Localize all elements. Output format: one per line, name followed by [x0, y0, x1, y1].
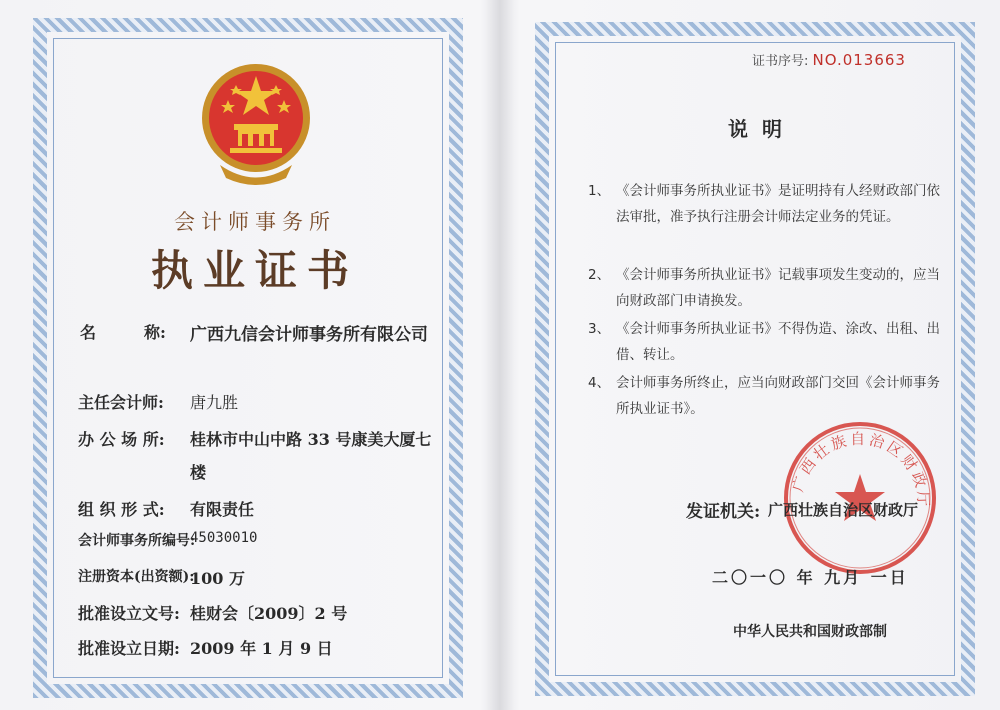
issuer-value: 广西壮族自治区财政厅	[768, 501, 919, 519]
serial-number	[752, 50, 906, 69]
approval-date-value: 2009 年 1 月 9 日	[190, 639, 333, 658]
registered-capital-value: 100 万	[190, 569, 245, 588]
note-number: 3、	[588, 321, 611, 337]
chief-accountant-value: 唐九胜	[190, 393, 239, 412]
firm-number-label: 会计师事务所编号:	[78, 533, 196, 549]
note-number: 1、	[588, 183, 611, 199]
note-item	[588, 178, 958, 230]
certificate-subtitle: 会计师事务所	[174, 210, 336, 234]
issuer-label: 发证机关:	[686, 502, 761, 522]
firm-number-value: 45030010	[190, 530, 258, 546]
organization-form-label: 组 织 形 式:	[78, 500, 165, 519]
name-value: 广西九信会计师事务所有限公司	[190, 325, 428, 345]
certificate-title: 执业证书	[150, 246, 359, 295]
note-number: 2、	[588, 267, 611, 283]
national-emblem	[200, 60, 312, 190]
notes-title: 说明	[728, 117, 796, 141]
issue-date: 二〇一〇 年 九月 一日	[712, 568, 909, 587]
note-item	[588, 370, 958, 422]
note-text: 《会计师事务所执业证书》记载事项发生变动的，应当向财政部门申请换发。	[616, 267, 940, 309]
official-seal	[780, 418, 940, 578]
registered-capital-label: 注册资本(出资额):	[78, 569, 195, 585]
note-text: 《会计师事务所执业证书》不得伪造、涂改、出租、出借、转让。	[616, 321, 940, 363]
chief-accountant-label: 主任会计师:	[78, 393, 164, 412]
serial-value: NO.013663	[812, 51, 906, 69]
organization-form-value: 有限责任	[190, 500, 255, 519]
office-address-value: 桂林市中山中路 33 号康美大厦七	[190, 430, 432, 449]
approval-document-label: 批准设立文号:	[78, 604, 180, 623]
note-number: 4、	[588, 375, 611, 391]
note-text: 会计师事务所终止，应当向财政部门交回《会计师事务所执业证书》。	[616, 375, 940, 417]
note-item	[588, 316, 958, 368]
office-address-value-line2: 楼	[190, 463, 207, 482]
serial-label: 证书序号:	[752, 54, 809, 69]
note-item	[588, 262, 958, 314]
approval-document-value: 桂财会〔2009〕2 号	[190, 604, 348, 623]
name-label: 名 称:	[80, 323, 166, 342]
approval-date-label: 批准设立日期:	[78, 639, 180, 658]
note-text: 《会计师事务所执业证书》是证明持有人经财政部门依法审批，准予执行注册会计师法定业务的凭证。	[616, 183, 940, 225]
ministry-footer: 中华人民共和国财政部制	[733, 624, 887, 640]
center-fold	[485, 0, 515, 710]
office-address-label: 办 公 场 所:	[78, 430, 165, 449]
seal-text: 广西壮族自治区财政厅	[788, 429, 933, 510]
